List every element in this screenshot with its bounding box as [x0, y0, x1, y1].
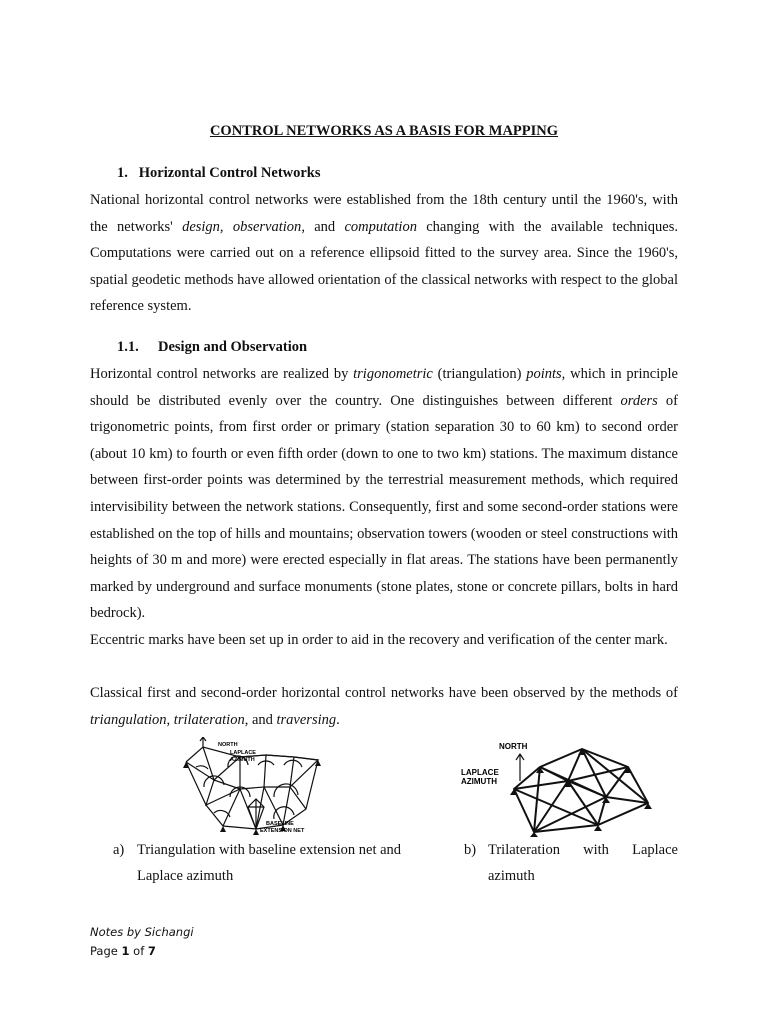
section-1-1-paragraph-2: Eccentric marks have been set up in order to aid in the recovery and verification of the center mark. [90, 632, 668, 648]
figure-a-triangulation-diagram [178, 737, 328, 837]
footer-page-number: Page 1 of 7 [90, 944, 156, 958]
figure-b-caption [464, 837, 680, 891]
document-title: CONTROL NETWORKS AS A BASIS FOR MAPPING [209, 123, 559, 139]
figure-b-caption-label: b) [464, 842, 477, 858]
figure-a-laplace-label: LAPLACE [230, 750, 256, 756]
figure-a-north-label: NORTH [218, 742, 238, 748]
section-1-heading [117, 165, 321, 182]
figure-a-azimuth-label: AZIMUTH [230, 757, 255, 763]
figure-b-north-label: NORTH [499, 742, 528, 751]
section-1-1-paragraph-3: Classical first and second-order horizontal control networks have been observed by the methods of triangulation, trilateration, and traversing. [90, 685, 678, 728]
figure-b-azimuth-label: AZIMUTH [461, 777, 497, 786]
figure-a-extension-label: EXTENSION NET [260, 828, 305, 834]
figure-b-caption-line-2: azimuth [488, 868, 535, 884]
footer-author: Notes by Sichangi [90, 925, 194, 939]
section-1-1-title: Design and Observation [158, 339, 308, 355]
section-1-title: Horizontal Control Networks [138, 165, 321, 181]
section-1-1-paragraph-1: Horizontal control networks are realized by trigonometric (triangulation) points, which in principle should be distributed evenly over the country. One distinguishes between different orders of trigonometric points, from first order or primary (station separation 30 to 60 km) to second order (about 10 km) to fourth or even fifth order (down to one to two km) stations. The maximum distance between first-order points was determined by the terrestrial measurement methods, which required intervisibility between the network stations. Consequently, first and some second-order stations were established on the top of hills and mountains; observation towers (wooden or steel constructions with heights of 30 m and more) were erected especially in flat areas. The stations have been permanently marked by underground and surface monuments (stone plates, stone or concrete pillars, bolts in hard bedrock). [90, 366, 678, 622]
figure-b-trilateration-diagram [458, 737, 658, 837]
figure-b-caption-line-1: Trilateration with Laplace [488, 842, 678, 858]
section-1-1-heading [117, 339, 307, 356]
figure-a-caption-line-2: Laplace azimuth [137, 868, 234, 884]
figure-a-caption-label: a) [113, 842, 125, 858]
figure-a-caption-line-1: Triangulation with baseline extension net and [137, 842, 402, 858]
figure-b-laplace-label: LAPLACE [461, 768, 499, 777]
section-1-1-number: 1.1. [117, 339, 139, 355]
figure-a-caption [113, 837, 433, 891]
figure-a-baseline-label: BASELINE [266, 821, 294, 827]
section-1-number: 1. [117, 165, 128, 181]
section-1-paragraph: National horizontal control networks were established from the 18th century until the 1960's, with the networks' design, observation, and computation changing with the available techniques. Computations were carried out on a reference ellipsoid fitted to the survey area. Since the 1960's, spatial geodetic methods have allowed orientation of the classical networks with respect to the global reference system. [90, 192, 679, 315]
